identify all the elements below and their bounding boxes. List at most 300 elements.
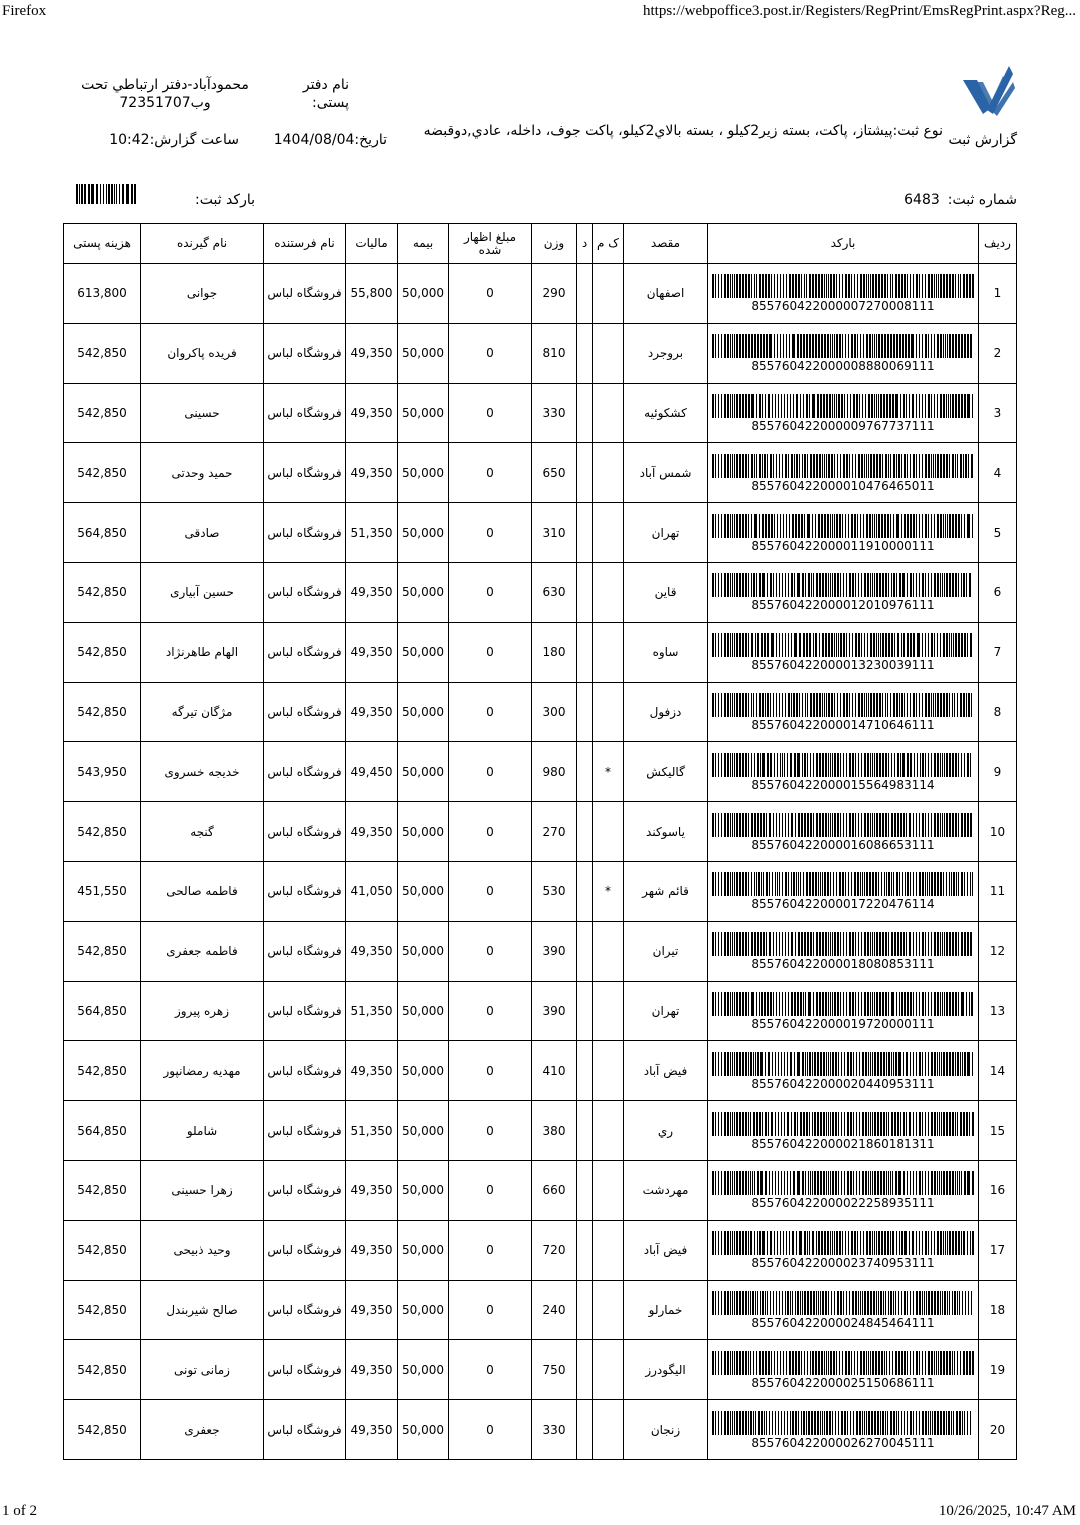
d-flag-cell (577, 981, 593, 1041)
weight-cell: 810 (532, 323, 577, 383)
d-flag-cell (577, 1280, 593, 1340)
col-postage: هزینه پستی (64, 224, 141, 264)
d-flag-cell (577, 323, 593, 383)
weight-cell: 630 (532, 562, 577, 622)
weight-cell: 410 (532, 1041, 577, 1101)
office-name: محمودآباد-دفتر ارتباطي تحت وب72351707 (81, 77, 249, 111)
table-header-row (64, 224, 1017, 264)
barcode-graphic (712, 633, 974, 657)
report-title: گزارش ثبت (948, 132, 1017, 148)
table-row (64, 1220, 1017, 1280)
table-row (64, 981, 1017, 1041)
postage-cost-cell: 542,850 (64, 383, 141, 443)
row-number-cell: 17 (979, 1220, 1017, 1280)
sender-name-cell: فروشگاه لباس (264, 682, 346, 742)
km-flag-cell: * (593, 742, 624, 802)
barcode-graphic (712, 1231, 974, 1255)
km-flag-cell (593, 1280, 624, 1340)
row-number-cell: 19 (979, 1340, 1017, 1400)
d-flag-cell (577, 443, 593, 503)
sender-name-cell: فروشگاه لباس (264, 264, 346, 324)
table-row (64, 1160, 1017, 1220)
postage-cost-cell: 564,850 (64, 1101, 141, 1161)
page-url: https://webpoffice3.post.ir/Registers/RegPrint/EmsRegPrint.aspx?Reg... (642, 3, 1076, 19)
d-flag-cell (577, 503, 593, 563)
km-flag-cell (593, 562, 624, 622)
postage-cost-cell: 542,850 (64, 443, 141, 503)
parcel-barcode-cell (708, 622, 979, 682)
barcode-graphic (712, 454, 974, 478)
table-row (64, 503, 1017, 563)
sender-name-cell: فروشگاه لباس (264, 503, 346, 563)
row-number-cell: 10 (979, 802, 1017, 862)
recipient-name-cell: زمانی تونی (141, 1340, 264, 1400)
col-d: د (577, 224, 593, 264)
table-row (64, 622, 1017, 682)
insurance-cell: 50,000 (398, 562, 449, 622)
barcode-number: 855760422000012010976111 (751, 598, 935, 613)
insurance-cell: 50,000 (398, 323, 449, 383)
barcode-graphic (712, 1052, 974, 1076)
km-flag-cell (593, 443, 624, 503)
declared-value-cell: 0 (449, 1400, 532, 1460)
sender-name-cell: فروشگاه لباس (264, 1400, 346, 1460)
row-number-cell: 8 (979, 682, 1017, 742)
declared-value-cell: 0 (449, 443, 532, 503)
table-row (64, 1400, 1017, 1460)
destination-cell: دزفول (624, 682, 708, 742)
postage-cost-cell: 564,850 (64, 981, 141, 1041)
parcel-barcode-cell (708, 1101, 979, 1161)
print-footer (0, 1503, 1080, 1523)
barcode-number: 855760422000015564983114 (751, 777, 935, 792)
registration-number: 6483 (904, 192, 940, 208)
weight-cell: 310 (532, 503, 577, 563)
km-flag-cell (593, 682, 624, 742)
parcel-barcode-cell (708, 802, 979, 862)
weight-cell: 380 (532, 1101, 577, 1161)
browser-name: Firefox (2, 3, 47, 19)
parcel-barcode-cell (708, 1220, 979, 1280)
weight-cell: 180 (532, 622, 577, 682)
table-row (64, 443, 1017, 503)
registration-barcode (76, 184, 136, 204)
barcode-number: 855760422000007270008111 (751, 299, 935, 314)
barcode-number: 855760422000009767737111 (751, 418, 935, 433)
sender-name-cell: فروشگاه لباس (264, 1340, 346, 1400)
tax-cell: 51,350 (346, 503, 398, 563)
declared-value-cell: 0 (449, 562, 532, 622)
km-flag-cell (593, 1220, 624, 1280)
postage-cost-cell: 542,850 (64, 1280, 141, 1340)
weight-cell: 240 (532, 1280, 577, 1340)
postage-cost-cell: 542,850 (64, 323, 141, 383)
parcel-barcode-cell (708, 1400, 979, 1460)
print-header (0, 3, 1080, 23)
barcode-number: 855760422000024845464111 (751, 1315, 935, 1330)
km-flag-cell (593, 383, 624, 443)
destination-cell: قاین (624, 562, 708, 622)
parcel-barcode-cell (708, 1160, 979, 1220)
barcode-graphic (712, 274, 974, 298)
row-number-cell: 16 (979, 1160, 1017, 1220)
col-km: ک م (593, 224, 624, 264)
weight-cell: 300 (532, 682, 577, 742)
barcode-number: 855760422000017220476114 (751, 897, 935, 912)
recipient-name-cell: صادقی (141, 503, 264, 563)
parcel-barcode-cell (708, 742, 979, 802)
barcode-number: 855760422000023740953111 (751, 1256, 935, 1271)
destination-cell: قائم شهر (624, 861, 708, 921)
col-declared: مبلغ اظهار شده (449, 224, 532, 264)
table-row (64, 1340, 1017, 1400)
recipient-name-cell: وحید ذبیحی (141, 1220, 264, 1280)
sender-name-cell: فروشگاه لباس (264, 1160, 346, 1220)
declared-value-cell: 0 (449, 1101, 532, 1161)
row-number-cell: 14 (979, 1041, 1017, 1101)
recipient-name-cell: صالح شیربندل (141, 1280, 264, 1340)
recipient-name-cell: گنجه (141, 802, 264, 862)
km-flag-cell (593, 264, 624, 324)
barcode-number: 855760422000016086653111 (751, 837, 935, 852)
post-logo-icon (957, 64, 1017, 120)
table-row (64, 323, 1017, 383)
row-number-cell: 5 (979, 503, 1017, 563)
destination-cell: ساوه (624, 622, 708, 682)
sender-name-cell: فروشگاه لباس (264, 1280, 346, 1340)
recipient-name-cell: مهدیه رمضانپور (141, 1041, 264, 1101)
declared-value-cell: 0 (449, 802, 532, 862)
destination-cell: اصفهان (624, 264, 708, 324)
tax-cell: 49,350 (346, 1041, 398, 1101)
destination-cell: تیران (624, 921, 708, 981)
sender-name-cell: فروشگاه لباس (264, 383, 346, 443)
sender-name-cell: فروشگاه لباس (264, 323, 346, 383)
table-row (64, 562, 1017, 622)
postage-cost-cell: 542,850 (64, 1160, 141, 1220)
km-flag-cell (593, 921, 624, 981)
recipient-name-cell: حسینی (141, 383, 264, 443)
postage-cost-cell: 542,850 (64, 562, 141, 622)
declared-value-cell: 0 (449, 921, 532, 981)
barcode-number: 855760422000026270045111 (751, 1435, 935, 1450)
recipient-name-cell: زهره پیروز (141, 981, 264, 1041)
parcel-barcode-cell (708, 1041, 979, 1101)
row-number-cell: 18 (979, 1280, 1017, 1340)
parcel-barcode-cell (708, 443, 979, 503)
km-flag-cell (593, 323, 624, 383)
insurance-cell: 50,000 (398, 981, 449, 1041)
barcode-number: 855760422000020440953111 (751, 1076, 935, 1091)
tax-cell: 49,350 (346, 1400, 398, 1460)
weight-cell: 390 (532, 921, 577, 981)
declared-value-cell: 0 (449, 323, 532, 383)
declared-value-cell: 0 (449, 742, 532, 802)
declared-value-cell: 0 (449, 861, 532, 921)
barcode-graphic (712, 992, 974, 1016)
km-flag-cell (593, 1101, 624, 1161)
barcode-graphic (712, 573, 974, 597)
km-flag-cell: * (593, 861, 624, 921)
recipient-name-cell: شاملو (141, 1101, 264, 1161)
row-number-cell: 15 (979, 1101, 1017, 1161)
barcode-graphic (712, 514, 974, 538)
weight-cell: 980 (532, 742, 577, 802)
destination-cell: خمارلو (624, 1280, 708, 1340)
weight-cell: 390 (532, 981, 577, 1041)
tax-cell: 51,350 (346, 981, 398, 1041)
d-flag-cell (577, 861, 593, 921)
row-number-cell: 9 (979, 742, 1017, 802)
table-row (64, 383, 1017, 443)
barcode-graphic (712, 1411, 974, 1435)
parcel-barcode-cell (708, 861, 979, 921)
tax-cell: 49,350 (346, 1220, 398, 1280)
barcode-number: 855760422000019720000111 (751, 1016, 935, 1031)
d-flag-cell (577, 742, 593, 802)
tax-cell: 51,350 (346, 1101, 398, 1161)
recipient-name-cell: حمید وحدتی (141, 443, 264, 503)
barcode-graphic (712, 813, 974, 837)
barcode-graphic (712, 1351, 974, 1375)
tax-cell: 49,350 (346, 1280, 398, 1340)
destination-cell: کشکوئیه (624, 383, 708, 443)
parcel-barcode-cell (708, 981, 979, 1041)
destination-cell: یاسوکند (624, 802, 708, 862)
weight-cell: 660 (532, 1160, 577, 1220)
declared-value-cell: 0 (449, 1220, 532, 1280)
d-flag-cell (577, 264, 593, 324)
col-insurance: بیمه (398, 224, 449, 264)
weight-cell: 330 (532, 1400, 577, 1460)
sender-name-cell: فروشگاه لباس (264, 742, 346, 802)
recipient-name-cell: الهام طاهرنژاد (141, 622, 264, 682)
barcode-graphic (712, 693, 974, 717)
registration-report (64, 60, 1017, 1450)
row-number-cell: 11 (979, 861, 1017, 921)
tax-cell: 49,350 (346, 1160, 398, 1220)
postage-cost-cell: 451,550 (64, 861, 141, 921)
tax-cell: 49,350 (346, 562, 398, 622)
declared-value-cell: 0 (449, 264, 532, 324)
destination-cell: مهردشت (624, 1160, 708, 1220)
d-flag-cell (577, 1340, 593, 1400)
registration-number-label: شماره ثبت: (947, 192, 1017, 208)
row-number-cell: 2 (979, 323, 1017, 383)
col-weight: وزن (532, 224, 577, 264)
row-number-cell: 20 (979, 1400, 1017, 1460)
row-number-cell: 4 (979, 443, 1017, 503)
postage-cost-cell: 542,850 (64, 1041, 141, 1101)
barcode-graphic (712, 394, 974, 418)
recipient-name-cell: فریده پاکروان (141, 323, 264, 383)
tax-cell: 49,450 (346, 742, 398, 802)
postage-cost-cell: 543,950 (64, 742, 141, 802)
km-flag-cell (593, 1340, 624, 1400)
sender-name-cell: فروشگاه لباس (264, 622, 346, 682)
parcel-barcode-cell (708, 264, 979, 324)
barcode-graphic (712, 753, 974, 777)
km-flag-cell (593, 802, 624, 862)
barcode-graphic (712, 1112, 974, 1136)
parcel-barcode-cell (708, 1340, 979, 1400)
table-row (64, 682, 1017, 742)
insurance-cell: 50,000 (398, 1220, 449, 1280)
tax-cell: 49,350 (346, 323, 398, 383)
postage-cost-cell: 542,850 (64, 682, 141, 742)
d-flag-cell (577, 1160, 593, 1220)
insurance-cell: 50,000 (398, 1340, 449, 1400)
col-recipient: نام گیرنده (141, 224, 264, 264)
parcel-barcode-cell (708, 1280, 979, 1340)
recipient-name-cell: مژگان تیرگه (141, 682, 264, 742)
tax-cell: 55,800 (346, 264, 398, 324)
recipient-name-cell: جوانی (141, 264, 264, 324)
d-flag-cell (577, 682, 593, 742)
sender-name-cell: فروشگاه لباس (264, 921, 346, 981)
weight-cell: 270 (532, 802, 577, 862)
barcode-number: 855760422000014710646111 (751, 717, 935, 732)
table-row (64, 742, 1017, 802)
insurance-cell: 50,000 (398, 622, 449, 682)
barcode-graphic (712, 1171, 974, 1195)
registration-table (63, 223, 1017, 1460)
d-flag-cell (577, 622, 593, 682)
declared-value-cell: 0 (449, 1340, 532, 1400)
row-number-cell: 1 (979, 264, 1017, 324)
parcel-barcode-cell (708, 323, 979, 383)
weight-cell: 290 (532, 264, 577, 324)
d-flag-cell (577, 921, 593, 981)
barcode-number: 855760422000018080853111 (751, 957, 935, 972)
km-flag-cell (593, 1041, 624, 1101)
col-row: ردیف (979, 224, 1017, 264)
postage-cost-cell: 542,850 (64, 1400, 141, 1460)
barcode-number: 855760422000011910000111 (751, 538, 935, 553)
postage-cost-cell: 542,850 (64, 802, 141, 862)
barcode-graphic (712, 872, 974, 896)
weight-cell: 750 (532, 1340, 577, 1400)
recipient-name-cell: زهرا حسینی (141, 1160, 264, 1220)
postage-cost-cell: 542,850 (64, 622, 141, 682)
declared-value-cell: 0 (449, 682, 532, 742)
barcode-number: 855760422000022258935111 (751, 1196, 935, 1211)
registration-number-line (896, 192, 1017, 208)
tax-cell: 49,350 (346, 802, 398, 862)
insurance-cell: 50,000 (398, 443, 449, 503)
table-row (64, 264, 1017, 324)
sender-name-cell: فروشگاه لباس (264, 802, 346, 862)
insurance-cell: 50,000 (398, 503, 449, 563)
table-row (64, 1101, 1017, 1161)
insurance-cell: 50,000 (398, 861, 449, 921)
postage-cost-cell: 564,850 (64, 503, 141, 563)
insurance-cell: 50,000 (398, 1101, 449, 1161)
destination-cell: فیض آباد (624, 1041, 708, 1101)
row-number-cell: 7 (979, 622, 1017, 682)
col-tax: مالیات (346, 224, 398, 264)
parcel-barcode-cell (708, 503, 979, 563)
barcode-number: 855760422000010476465011 (751, 478, 935, 493)
registration-type: نوع ثبت:پيشتاز، پاکت، بسته زير2کيلو ، بسته بالاي2کيلو، پاکت جوف، داخله، عادي,دوقبضه (423, 123, 943, 139)
weight-cell: 650 (532, 443, 577, 503)
destination-cell: شمس آباد (624, 443, 708, 503)
d-flag-cell (577, 1101, 593, 1161)
insurance-cell: 50,000 (398, 1041, 449, 1101)
barcode-number: 855760422000008880069111 (751, 359, 935, 374)
insurance-cell: 50,000 (398, 383, 449, 443)
sender-name-cell: فروشگاه لباس (264, 1220, 346, 1280)
d-flag-cell (577, 1400, 593, 1460)
parcel-barcode-cell (708, 682, 979, 742)
table-row (64, 802, 1017, 862)
barcode-graphic (712, 932, 974, 956)
sender-name-cell: فروشگاه لباس (264, 562, 346, 622)
report-header (64, 60, 1017, 230)
declared-value-cell: 0 (449, 1041, 532, 1101)
weight-cell: 530 (532, 861, 577, 921)
report-date: تاریخ:1404/08/04 (273, 132, 387, 148)
km-flag-cell (593, 1160, 624, 1220)
insurance-cell: 50,000 (398, 742, 449, 802)
barcode-number: 855760422000021860181311 (751, 1136, 935, 1151)
destination-cell: گالیکش (624, 742, 708, 802)
row-number-cell: 12 (979, 921, 1017, 981)
destination-cell: الیگودرز (624, 1340, 708, 1400)
sender-name-cell: فروشگاه لباس (264, 861, 346, 921)
col-destination: مقصد (624, 224, 708, 264)
recipient-name-cell: فاطمه جعفری (141, 921, 264, 981)
barcode-number: 855760422000025150686111 (751, 1375, 935, 1390)
row-number-cell: 3 (979, 383, 1017, 443)
insurance-cell: 50,000 (398, 264, 449, 324)
col-barcode: بارکد (708, 224, 979, 264)
recipient-name-cell: فاطمه صالحی (141, 861, 264, 921)
destination-cell: تهران (624, 981, 708, 1041)
insurance-cell: 50,000 (398, 802, 449, 862)
table-row (64, 1041, 1017, 1101)
d-flag-cell (577, 802, 593, 862)
declared-value-cell: 0 (449, 503, 532, 563)
tax-cell: 49,350 (346, 921, 398, 981)
parcel-barcode-cell (708, 921, 979, 981)
table-row (64, 921, 1017, 981)
postage-cost-cell: 542,850 (64, 921, 141, 981)
row-number-cell: 6 (979, 562, 1017, 622)
postage-cost-cell: 542,850 (64, 1220, 141, 1280)
sender-name-cell: فروشگاه لباس (264, 1101, 346, 1161)
km-flag-cell (593, 1400, 624, 1460)
barcode-graphic (712, 334, 974, 358)
tax-cell: 49,350 (346, 1340, 398, 1400)
barcode-graphic (712, 1291, 974, 1315)
report-time: ساعت گزارش:10:42 (109, 132, 239, 148)
insurance-cell: 50,000 (398, 1400, 449, 1460)
parcel-barcode-cell (708, 383, 979, 443)
declared-value-cell: 0 (449, 1160, 532, 1220)
tax-cell: 49,350 (346, 622, 398, 682)
declared-value-cell: 0 (449, 981, 532, 1041)
postage-cost-cell: 542,850 (64, 1340, 141, 1400)
tax-cell: 49,350 (346, 383, 398, 443)
destination-cell: فیض آباد (624, 1220, 708, 1280)
destination-cell: تهران (624, 503, 708, 563)
recipient-name-cell: حسین آبیاری (141, 562, 264, 622)
insurance-cell: 50,000 (398, 1280, 449, 1340)
d-flag-cell (577, 562, 593, 622)
barcode-number: 855760422000013230039111 (751, 658, 935, 673)
destination-cell: بروجرد (624, 323, 708, 383)
